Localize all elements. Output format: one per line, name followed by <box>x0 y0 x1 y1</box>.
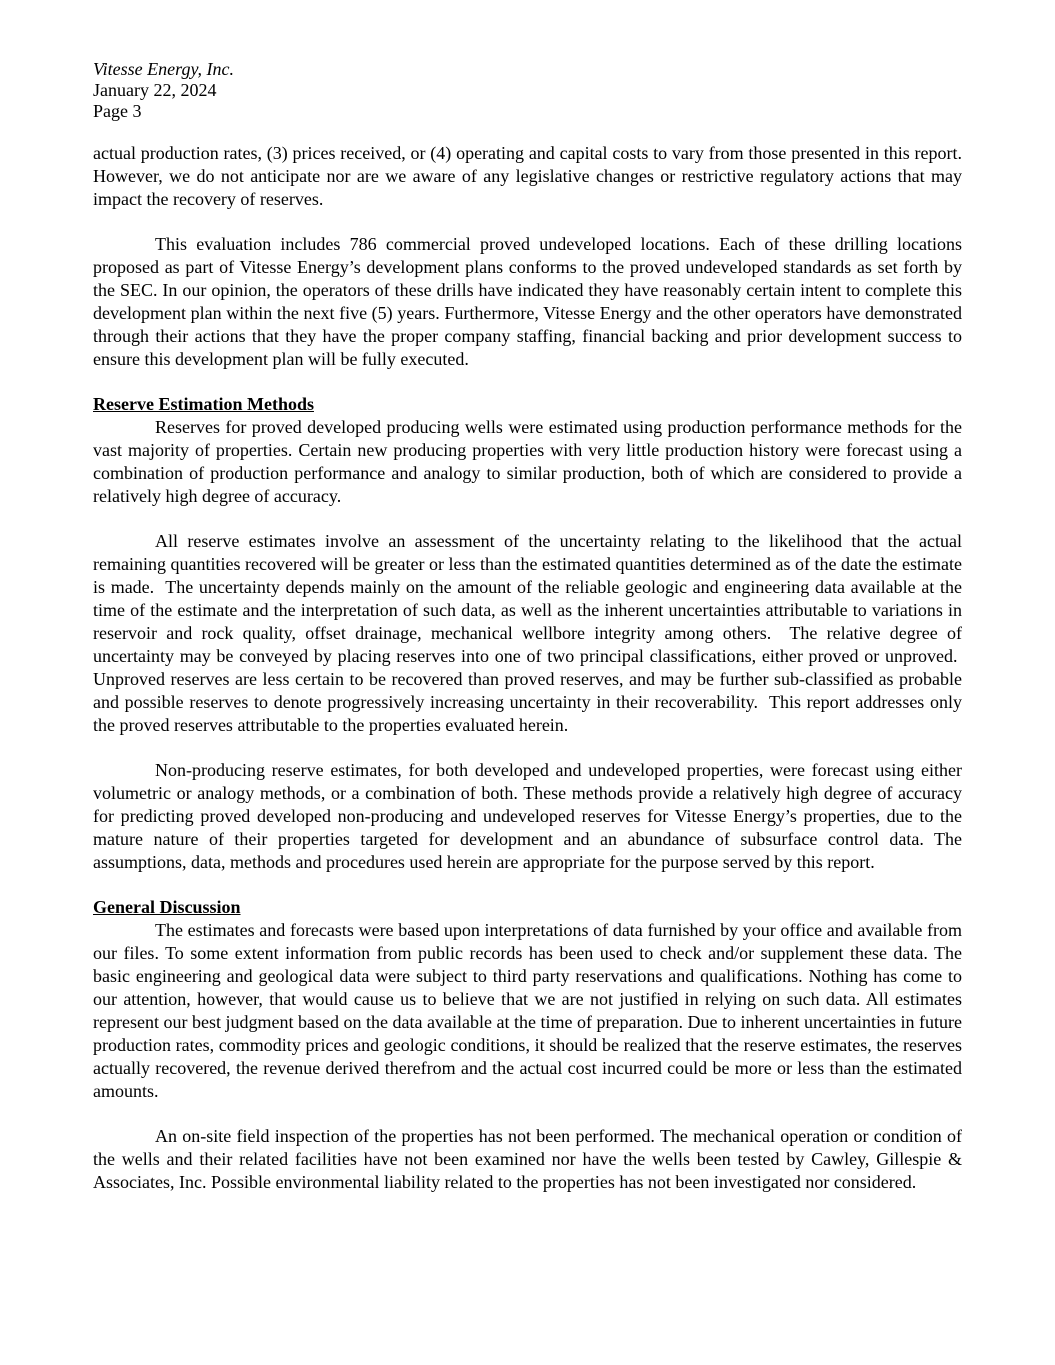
paragraph-producing-wells: Reserves for proved developed producing wells were estimated using production performance methods for the vast majority of properties. Certain new producing properties with very little production history were forecast using a combination of production performance and analogy to similar production, both of which are considered to provide a relatively high degree of accuracy. <box>93 417 962 506</box>
paragraph-continuation: actual production rates, (3) prices received, or (4) operating and capital costs to vary from those presented in this report. However, we do not anticipate nor are we aware of any legislative changes or restrictive regulatory actions that may impact the recovery of reserves. <box>93 143 962 209</box>
page-number: Page 3 <box>93 101 142 121</box>
paragraph-uncertainty: All reserve estimates involve an assessment of the uncertainty relating to the likelihood that the actual remaining quantities recovered will be greater or less than the estimated quantities determined as of the date the estimate is made. The uncertainty depends mainly on the amount of the reliable geologic and engineering data available at the time of the estimate and the interpretation of such data, as well as the inherent uncertainties attributable to variations in reservoir and rock quality, offset drainage, mechanical wellbore integrity among others. The relative degree of uncertainty may be conveyed by placing reserves into one of two principal classifications, either proved or unproved. Unproved reserves are less certain to be recovered than proved reserves, and may be further sub-classified as probable and possible reserves to denote progressively increasing uncertainty in their recoverability. This report addresses only the proved reserves attributable to the properties evaluated herein. <box>93 531 962 735</box>
paragraph-field-inspection: An on-site field inspection of the properties has not been performed. The mechanical operation or condition of the wells and their related facilities have not been examined nor have the wells been tested by Cawley, Gillespie & Associates, Inc. Possible environmental liability related to the properties has not been investigated nor considered. <box>93 1126 962 1192</box>
letter-date: January 22, 2024 <box>93 80 217 100</box>
letterhead <box>93 59 962 122</box>
company-name: Vitesse Energy, Inc. <box>93 59 234 79</box>
section-heading-general-discussion: General Discussion <box>93 897 241 917</box>
paragraph-non-producing-estimates: Non-producing reserve estimates, for both developed and undeveloped properties, were forecast using either volumetric or analogy methods, or a combination of both. These methods provide a relatively high degree of accuracy for predicting proved developed non-producing and undeveloped reserves for Vitesse Energy’s properties, due to the mature nature of their properties targeted for development and an abundance of subsurface control data. The assumptions, data, methods and procedures used herein are appropriate for the purpose served by this report. <box>93 760 962 872</box>
paragraph-estimates-forecasts: The estimates and forecasts were based upon interpretations of data furnished by your office and available from our files. To some extent information from public records has been used to check and/or supplement these data. The basic engineering and geological data were subject to third party reservations and qualifications. Nothing has come to our attention, however, that would cause us to believe that we are not justified in relying on such data. All estimates represent our best judgment based on the data available at the time of preparation. Due to inherent uncertainties in future production rates, commodity prices and geologic conditions, it should be realized that the reserve estimates, the reserves actually recovered, the revenue derived therefrom and the actual cost incurred could be more or less than the estimated amounts. <box>93 920 962 1101</box>
paragraph-pud-locations: This evaluation includes 786 commercial proved undeveloped locations. Each of these drilling locations proposed as part of Vitesse Energy’s development plans conforms to the proved undeveloped standards as set forth by the SEC. In our opinion, the operators of these drills have indicated they have reasonably certain intent to complete this development plan within the next five (5) years. Furthermore, Vitesse Energy and the other operators have demonstrated through their actions that they have the proper company staffing, financial backing and prior development success to ensure this development plan will be fully executed. <box>93 234 962 369</box>
section-heading-reserve-estimation-methods: Reserve Estimation Methods <box>93 394 314 414</box>
